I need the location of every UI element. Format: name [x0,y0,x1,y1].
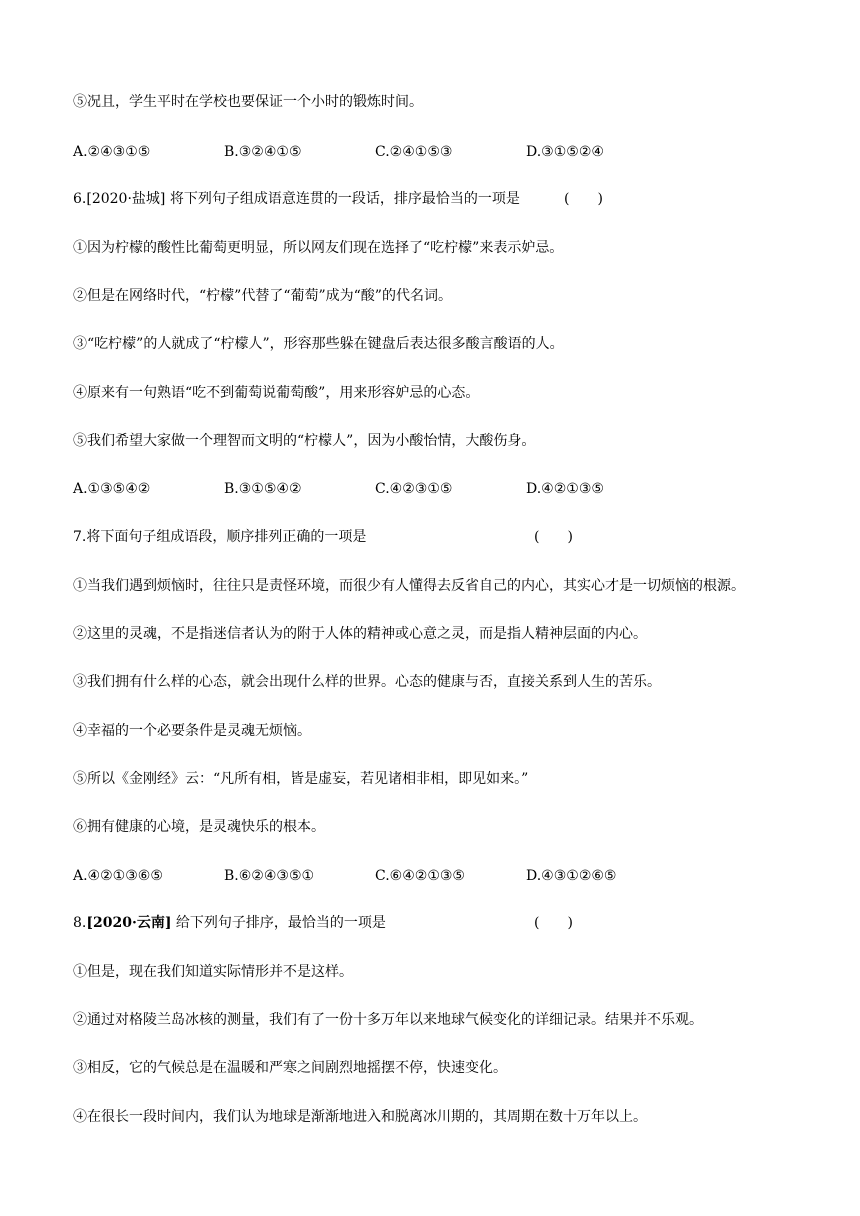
q6-answer-blank: ( ) [564,191,603,207]
q8-stem: 给下列句子排序，最恰当的一项是 [175,915,386,931]
q5-item-5: ⑤况且，学生平时在学校也要保证一个小时的锻炼时间。 [73,94,423,110]
q6-item-3: ③“吃柠檬”的人就成了“柠檬人”，形容那些躲在键盘后表达很多酸言酸语的人。 [73,336,564,352]
q5-option-d: D.③①⑤②④ [526,144,604,160]
q6-item-5: ⑤我们希望大家做一个理智而文明的“柠檬人”，因为小酸怡情，大酸伤身。 [73,433,536,449]
q8-item-1: ①但是，现在我们知道实际情形并不是这样。 [73,964,353,980]
q7-option-c: C.⑥④②①③⑤ [375,868,465,884]
q7-stem: 7.将下面句子组成语段，顺序排列正确的一项是 [73,529,367,545]
q7-item-4: ④幸福的一个必要条件是灵魂无烦恼。 [73,723,311,739]
q6-option-b: B.③①⑤④② [224,481,302,497]
q6-stem-line [73,190,520,208]
q6-stem: 将下列句子组成语意连贯的一段话，排序最恰当的一项是 [169,191,520,207]
q5-option-c: C.②④①⑤③ [375,144,453,160]
q7-option-b: B.⑥②④③⑤① [224,868,315,884]
q8-source: [2020·云南] [86,915,172,931]
q8-stem-line [73,914,386,932]
q6-item-1: ①因为柠檬的酸性比葡萄更明显，所以网友们现在选择了“吃柠檬”来表示妒忌。 [73,240,564,256]
q8-number: 8. [73,915,87,931]
q7-option-d: D.④③①②⑥⑤ [526,868,617,884]
q7-item-2: ②这里的灵魂，不是指迷信者认为的附于人体的精神或心意之灵，而是指人精神层面的内心。 [73,626,647,642]
q7-option-a: A.④②①③⑥⑤ [73,868,163,884]
q6-item-4: ④原来有一句熟语“吃不到葡萄说葡萄酸”，用来形容妒忌的心态。 [73,385,480,401]
q7-answer-blank: ( ) [534,529,573,545]
q8-item-3: ③相反，它的气候总是在温暖和严寒之间剧烈地摇摆不停，快速变化。 [73,1060,507,1076]
q5-option-b: B.③②④①⑤ [224,144,302,160]
q6-number: 6. [73,191,87,207]
q8-answer-blank: ( ) [534,915,573,931]
q7-item-5: ⑤所以《金刚经》云：“凡所有相，皆是虚妄，若见诸相非相，即见如来。” [73,771,529,787]
q8-item-4: ④在很长一段时间内，我们认为地球是渐渐地进入和脱离冰川期的，其周期在数十万年以上。 [73,1109,647,1125]
q5-option-a: A.②④③①⑤ [73,144,151,160]
q8-item-2: ②通过对格陵兰岛冰核的测量，我们有了一份十多万年以来地球气候变化的详细记录。结果并不乐观。 [73,1012,703,1028]
q7-item-6: ⑥拥有健康的心境，是灵魂快乐的根本。 [73,819,325,835]
q6-source: [2020·盐城] [86,191,166,207]
q7-item-3: ③我们拥有什么样的心态，就会出现什么样的世界。心态的健康与否，直接关系到人生的苦乐。 [73,674,661,690]
q6-option-c: C.④②③①⑤ [375,481,453,497]
q6-option-a: A.①③⑤④② [73,481,151,497]
q6-option-d: D.④②①③⑤ [526,481,604,497]
q7-item-1: ①当我们遇到烦恼时，往往只是责怪环境，而很少有人懂得去反省自己的内心，其实心才是一切烦恼的根源。 [73,578,745,594]
q6-item-2: ②但是在网络时代，“柠檬”代替了“葡萄”成为“酸”的代名词。 [73,288,452,304]
